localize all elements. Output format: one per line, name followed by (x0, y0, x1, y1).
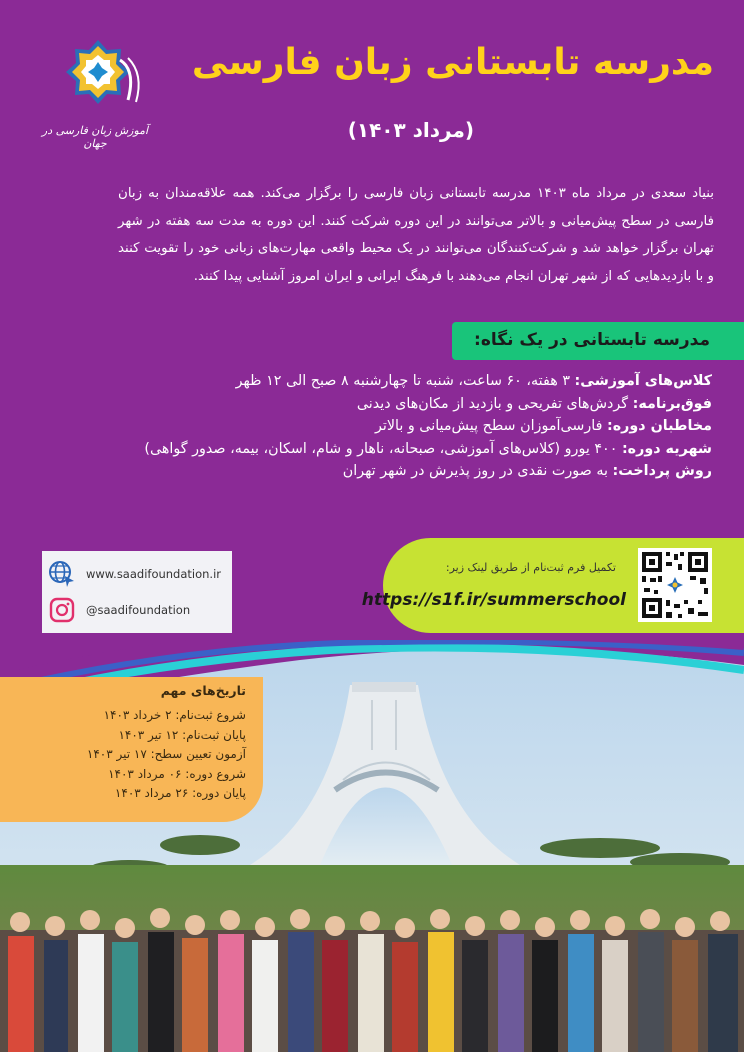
intro-paragraph: بنیاد سعدی در مرداد ماه ۱۴۰۳ مدرسه تابستانی زبان فارسی را برگزار می‌کند. همه علاقه‌مندان به زبان فارسی در سطح پیش‌میانی و بالاتر می‌توانند در این دوره شرکت کنند. این دوره به مدت سه هفته در شهر تهران برگزار خواهد شد و شرکت‌کنندگان می‌توانند در یک محیط واقعی مهارت‌های زبانی خود را تقویت کنند و با بازدیدهایی که از شهر تهران انجام می‌دهند با فرهنگ ایرانی و ایران امروز آشنایی پیدا کنند. (118, 186, 715, 284)
detail-value: فارسی‌آموزان سطح پیش‌میانی و بالاتر (374, 418, 607, 435)
website-url: www.saadifoundation.ir (86, 567, 222, 581)
saadi-foundation-logo (58, 30, 148, 120)
detail-label: کلاس‌های آموزشی: (574, 373, 712, 389)
instagram-icon (48, 596, 76, 624)
detail-row-classes (92, 370, 712, 393)
instagram-link[interactable] (48, 595, 228, 625)
detail-label: مخاطبان دوره: (607, 418, 712, 435)
glance-title: مدرسه تابستانی در یک نگاه: (474, 330, 710, 350)
detail-row-extracurricular (92, 393, 712, 416)
detail-row-payment (92, 460, 712, 483)
important-dates-list (14, 706, 246, 804)
detail-row-tuition (92, 438, 712, 461)
detail-value: ۴۰۰ یورو (کلاس‌های آموزشی، صبحانه، ناهار و شام، اسکان، بیمه، صدور گواهی) (144, 440, 622, 457)
detail-value: گردش‌های تفریحی و بازدید از مکان‌های دیدنی (356, 395, 633, 412)
contact-box (42, 551, 232, 633)
date-item: شروع ثبت‌نام: ۲ خرداد ۱۴۰۳ (103, 708, 246, 722)
page-title: مدرسه تابستانی زبان فارسی (191, 42, 714, 83)
website-link[interactable] (48, 559, 228, 589)
date-item: پایان ثبت‌نام: ۱۲ تیر ۱۴۰۳ (118, 727, 246, 742)
date-item: آزمون تعیین سطح: ۱۷ تیر ۱۴۰۳ (86, 747, 246, 761)
qr-code[interactable] (638, 548, 712, 622)
detail-label: روش پرداخت: (612, 463, 712, 480)
detail-label: شهریه دوره: (621, 440, 712, 457)
registration-link[interactable]: https://s1f.ir/summerschool (361, 590, 626, 610)
registration-text: تکمیل فرم ثبت‌نام از طریق لینک زیر: (445, 561, 616, 574)
detail-value: ۳ هفته، ۶۰ ساعت، شنبه تا چهارشنبه ۸ صبح الی ۱۲ ظهر (235, 373, 575, 389)
detail-label: فوق‌برنامه: (632, 395, 712, 412)
date-item: پایان دوره: ۲۶ مرداد ۱۴۰۳ (114, 786, 246, 800)
detail-row-audience (92, 415, 712, 438)
date-item: شروع دوره: ۰۶ مرداد ۱۴۰۳ (108, 766, 246, 781)
globe-icon (48, 560, 76, 588)
page-subtitle: (مرداد ۱۴۰۳) (347, 118, 474, 142)
details-list (92, 370, 712, 483)
instagram-handle: @saadifoundation (86, 603, 191, 617)
detail-value: به صورت نقدی در روز پذیرش در شهر تهران (342, 463, 613, 480)
important-dates-title: تاریخ‌های مهم (160, 683, 246, 698)
logo-tagline: آموزش زبان فارسی در جهان (41, 124, 149, 150)
